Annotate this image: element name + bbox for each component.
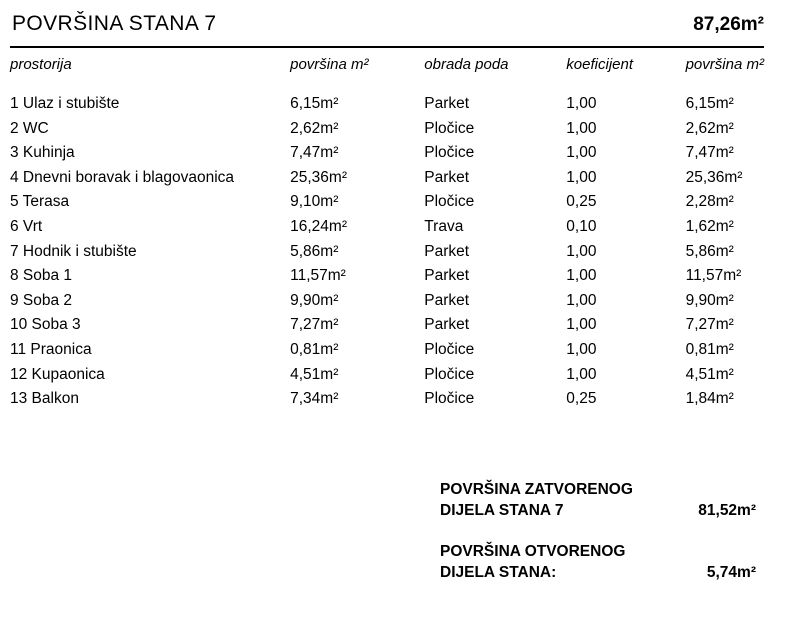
cell-room: 1 Ulaz i stubište xyxy=(10,95,120,112)
cell-floor: Parket xyxy=(424,242,470,260)
table-row xyxy=(10,215,764,240)
cell-coefficient: 1,00 xyxy=(566,95,597,112)
cell-room: 10 Soba 3 xyxy=(10,316,81,334)
cell-net-area: 9,90m² xyxy=(685,291,734,309)
total-area-value: 87,26m² xyxy=(693,14,764,35)
cell-coefficient: 1,00 xyxy=(566,168,597,186)
cell-room: 8 Soba 1 xyxy=(10,267,73,285)
cell-net-area: 1,84m² xyxy=(685,390,734,408)
cell-floor: Parket xyxy=(424,267,470,285)
cell-net-area: 7,47m² xyxy=(685,144,734,162)
cell-coefficient: 1,00 xyxy=(566,365,597,383)
cell-net-area: 5,86m² xyxy=(685,242,734,260)
document-header xyxy=(12,12,764,36)
table-row xyxy=(10,92,764,117)
column-header-room: prostorija xyxy=(10,56,72,73)
summary-open-area-label-line1: POVRŠINA OTVORENOG xyxy=(440,543,626,560)
cell-floor: Trava xyxy=(424,217,464,235)
cell-floor: Pločice xyxy=(424,390,475,408)
cell-floor: Parket xyxy=(424,291,470,309)
summary-closed-area-row xyxy=(440,500,764,521)
cell-area: 16,24m² xyxy=(290,217,347,235)
cell-net-area: 6,15m² xyxy=(685,95,734,112)
table-row xyxy=(10,289,764,314)
summary-open-area xyxy=(440,541,764,583)
summary-open-area-label-line2: DIJELA STANA: xyxy=(440,564,557,581)
cell-floor: Pločice xyxy=(424,119,475,137)
cell-net-area: 25,36m² xyxy=(685,168,743,186)
cell-floor: Parket xyxy=(424,95,470,112)
summary-open-area-value: 5,74m² xyxy=(706,564,756,581)
cell-coefficient: 1,00 xyxy=(566,291,597,309)
cell-area: 9,90m² xyxy=(290,291,339,309)
cell-room: 3 Kuhinja xyxy=(10,144,75,162)
cell-floor: Parket xyxy=(424,168,470,186)
cell-floor: Pločice xyxy=(424,365,475,383)
cell-floor: Parket xyxy=(424,316,470,334)
table-row xyxy=(10,240,764,265)
cell-room: 13 Balkon xyxy=(10,390,79,408)
cell-net-area: 1,62m² xyxy=(685,217,734,235)
cell-room: 9 Soba 2 xyxy=(10,291,73,309)
table-row xyxy=(10,387,764,412)
cell-coefficient: 1,00 xyxy=(566,242,597,260)
cell-area: 11,57m² xyxy=(290,267,346,285)
cell-net-area: 2,28m² xyxy=(685,193,734,211)
cell-coefficient: 0,10 xyxy=(566,217,597,235)
table-header xyxy=(10,56,764,92)
column-header-area: površina m² xyxy=(290,56,369,73)
cell-floor: Pločice xyxy=(424,193,475,211)
column-header-net-area: površina m² xyxy=(685,56,764,73)
cell-coefficient: 1,00 xyxy=(566,119,597,137)
cell-room: 12 Kupaonica xyxy=(10,365,105,383)
header-divider xyxy=(10,46,764,48)
cell-area: 9,10m² xyxy=(290,193,339,211)
cell-area: 7,47m² xyxy=(290,144,339,162)
cell-floor: Pločice xyxy=(424,144,475,162)
table-body xyxy=(10,92,764,412)
area-table xyxy=(10,56,764,412)
page-title: POVRŠINA STANA 7 xyxy=(12,12,217,35)
cell-coefficient: 1,00 xyxy=(566,144,597,162)
summary-section xyxy=(440,479,764,603)
summary-closed-area xyxy=(440,479,764,521)
cell-net-area: 7,27m² xyxy=(685,316,734,334)
table-row xyxy=(10,117,764,142)
summary-closed-area-value: 81,52m² xyxy=(698,502,756,519)
cell-area: 6,15m² xyxy=(290,95,339,112)
cell-room: 7 Hodnik i stubište xyxy=(10,242,137,260)
table-row xyxy=(10,141,764,166)
table-row xyxy=(10,264,764,289)
table-row xyxy=(10,313,764,338)
summary-closed-area-label-line1: POVRŠINA ZATVORENOG xyxy=(440,481,633,498)
cell-area: 7,27m² xyxy=(290,316,339,334)
cell-coefficient: 0,25 xyxy=(566,390,597,408)
cell-area: 7,34m² xyxy=(290,390,339,408)
cell-room: 2 WC xyxy=(10,119,49,137)
summary-open-area-row xyxy=(440,562,764,583)
table-row xyxy=(10,166,764,191)
table-row xyxy=(10,190,764,215)
cell-area: 4,51m² xyxy=(290,365,339,383)
cell-coefficient: 1,00 xyxy=(566,267,597,285)
summary-closed-area-label-line2: DIJELA STANA 7 xyxy=(440,502,564,519)
cell-room: 11 Praonica xyxy=(10,340,92,358)
table-row xyxy=(10,338,764,363)
cell-net-area: 2,62m² xyxy=(685,119,734,137)
cell-room: 5 Terasa xyxy=(10,193,70,211)
cell-coefficient: 0,25 xyxy=(566,193,597,211)
cell-area: 25,36m² xyxy=(290,168,347,186)
cell-area: 0,81m² xyxy=(290,340,339,358)
cell-net-area: 11,57m² xyxy=(685,267,742,285)
cell-net-area: 0,81m² xyxy=(685,340,734,358)
cell-floor: Pločice xyxy=(424,340,475,358)
cell-coefficient: 1,00 xyxy=(566,340,597,358)
cell-area: 5,86m² xyxy=(290,242,339,260)
cell-room: 4 Dnevni boravak i blagovaonica xyxy=(10,168,235,186)
table-header-row xyxy=(10,56,764,92)
column-header-floor: obrada poda xyxy=(424,56,509,73)
column-header-coefficient: koeficijent xyxy=(566,56,633,73)
table-row xyxy=(10,363,764,388)
cell-coefficient: 1,00 xyxy=(566,316,597,334)
cell-area: 2,62m² xyxy=(290,119,339,137)
cell-net-area: 4,51m² xyxy=(685,365,734,383)
cell-room: 6 Vrt xyxy=(10,217,43,235)
